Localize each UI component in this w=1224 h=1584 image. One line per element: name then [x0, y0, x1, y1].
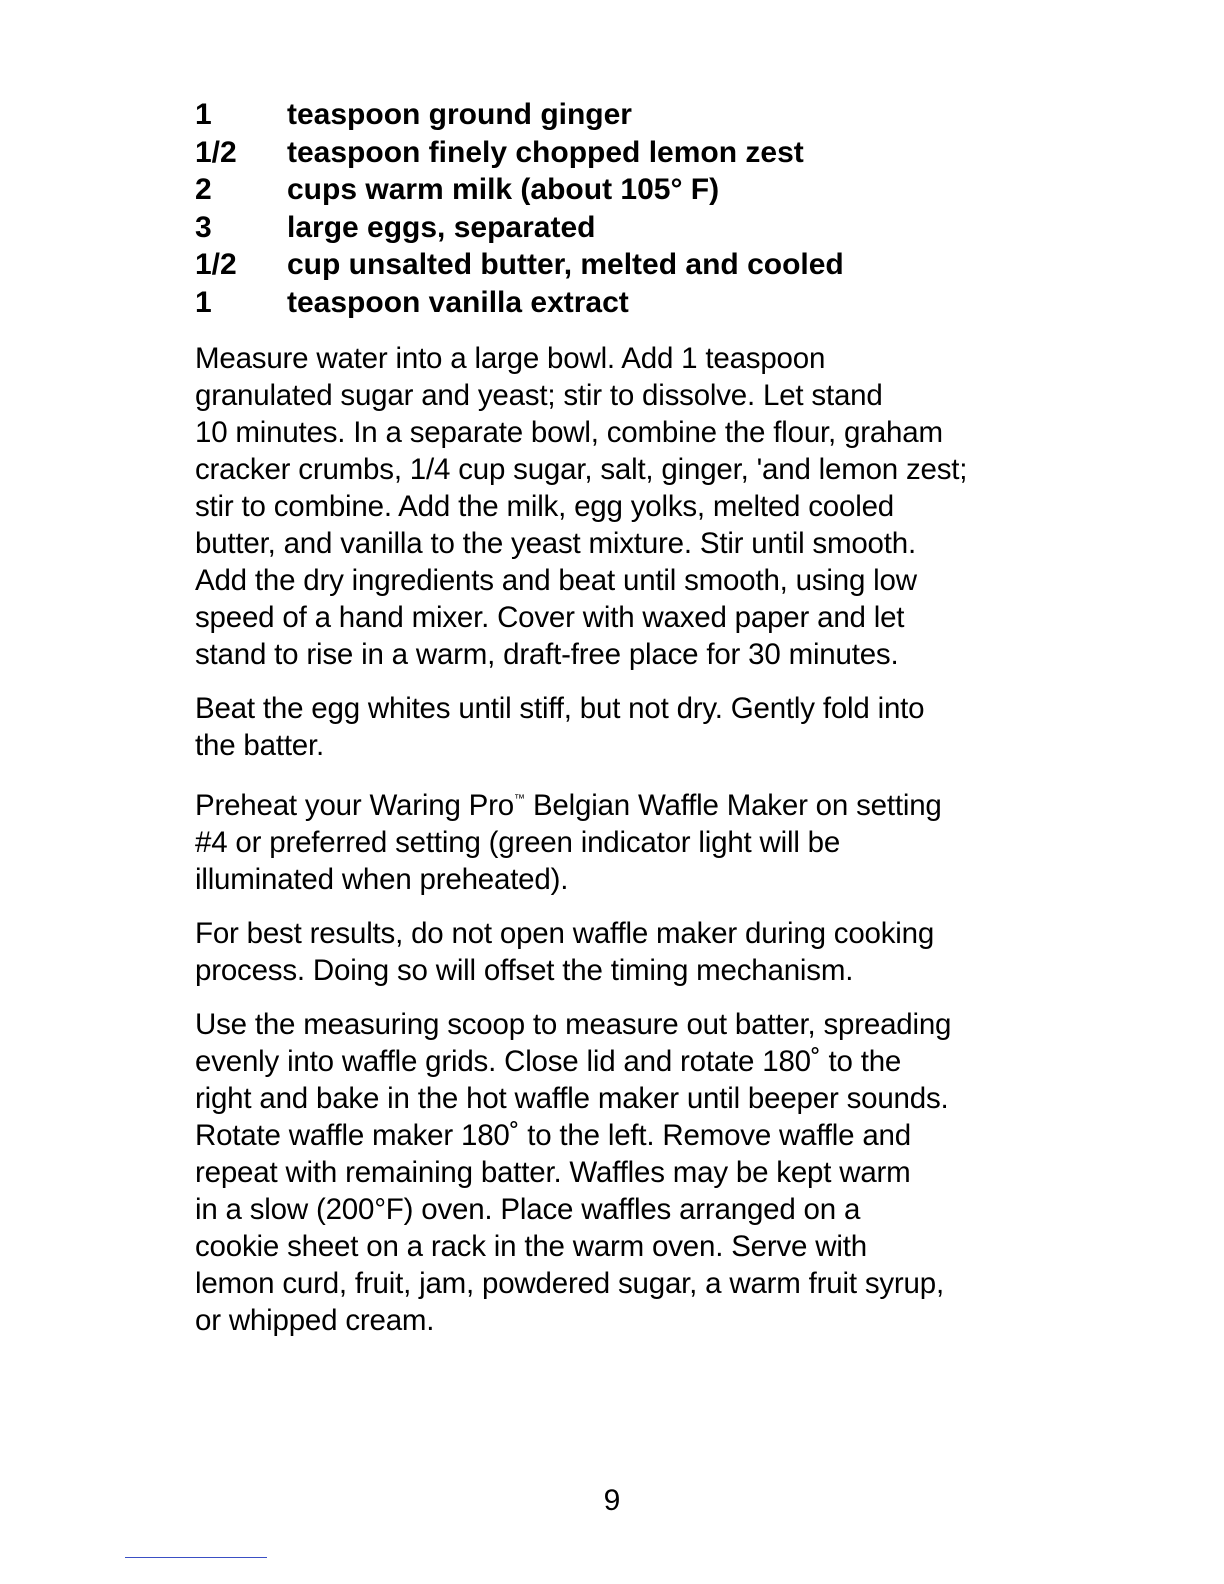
paragraph-line: For best results, do not open waffle maker during cooking: [195, 917, 935, 950]
paragraph-line: Beat the egg whites until stiff, but not dry. Gently fold into: [195, 692, 925, 725]
instructions-egg-whites-paragraph: [195, 690, 1055, 764]
ingredient-list: [195, 96, 1055, 321]
paragraph-line: Use the measuring scoop to measure out batter, spreading: [195, 1008, 952, 1041]
ingredient-row: [195, 96, 1055, 134]
paragraph-line: in a slow (200°F) oven. Place waffles arranged on a: [195, 1193, 861, 1226]
preheat-text-start: Preheat your Waring Pro: [195, 789, 514, 822]
paragraph-line: the batter.: [195, 729, 325, 762]
paragraph-line: stand to rise in a warm, draft-free place for 30 minutes.: [195, 638, 899, 671]
paragraph-line: granulated sugar and yeast; stir to dissolve. Let stand: [195, 379, 883, 412]
page-number: 9: [603, 1484, 621, 1517]
paragraph-line: cookie sheet on a rack in the warm oven. Serve with: [195, 1230, 867, 1263]
paragraph-line: or whipped cream.: [195, 1304, 435, 1337]
paragraph-line: stir to combine. Add the milk, egg yolks, melted cooled: [195, 490, 894, 523]
paragraph-line: Add the dry ingredients and beat until smooth, using low: [195, 564, 917, 597]
ingredient-description: cups warm milk (about 105° F): [287, 173, 720, 206]
ingredient-quantity: 2: [195, 173, 212, 206]
paragraph-line: butter, and vanilla to the yeast mixture. Stir until smooth.: [195, 527, 916, 560]
ingredient-quantity: 1: [195, 98, 212, 131]
ingredient-quantity: 1/2: [195, 248, 237, 281]
ingredient-row: [195, 209, 1055, 247]
paragraph-line: Rotate waffle maker 180˚ to the left. Remove waffle and: [195, 1119, 911, 1152]
ingredient-description: teaspoon vanilla extract: [287, 285, 629, 319]
preheat-text-end: Belgian Waffle Maker on setting: [524, 789, 942, 822]
ingredient-row: [195, 171, 1055, 209]
ingredient-row: [195, 134, 1055, 172]
ingredient-description: cup unsalted butter, melted and cooled: [287, 248, 844, 281]
paragraph-line: illuminated when preheated).: [195, 863, 569, 896]
bottom-divider: [125, 1557, 267, 1558]
instructions-baking-paragraph: [195, 1006, 1055, 1339]
paragraph-line: speed of a hand mixer. Cover with waxed paper and let: [195, 601, 905, 634]
ingredient-quantity: 3: [195, 210, 212, 244]
ingredient-row: [195, 246, 1055, 284]
paragraph-line: process. Doing so will offset the timing mechanism.: [195, 954, 854, 987]
instructions-best-results-paragraph: [195, 915, 1055, 989]
ingredient-description: teaspoon finely chopped lemon zest: [287, 135, 804, 169]
ingredient-row: [195, 284, 1055, 322]
ingredient-quantity: 1: [195, 285, 212, 319]
ingredient-quantity: 1/2: [195, 135, 237, 169]
paragraph-line: repeat with remaining batter. Waffles may be kept warm: [195, 1156, 911, 1189]
paragraph-line: Measure water into a large bowl. Add 1 teaspoon: [195, 342, 826, 375]
paragraph-line: right and bake in the hot waffle maker until beeper sounds.: [195, 1082, 949, 1115]
paragraph-line: 10 minutes. In a separate bowl, combine the flour, graham: [195, 416, 943, 449]
recipe-page: [195, 96, 1055, 1339]
ingredient-description: large eggs, separated: [287, 210, 596, 244]
instructions-mixing-paragraph: [195, 340, 1055, 673]
instructions-preheat-paragraph: [195, 781, 1055, 898]
paragraph-line: lemon curd, fruit, jam, powdered sugar, a warm fruit syrup,: [195, 1267, 944, 1300]
paragraph-line: cracker crumbs, 1/4 cup sugar, salt, ginger, 'and lemon zest;: [195, 453, 968, 486]
paragraph-line: #4 or preferred setting (green indicator light will be: [195, 826, 841, 859]
paragraph-line: [195, 781, 1055, 824]
paragraph-line: evenly into waffle grids. Close lid and rotate 180˚ to the: [195, 1045, 902, 1078]
ingredient-description: teaspoon ground ginger: [287, 98, 632, 131]
trademark-symbol: ™: [513, 793, 525, 805]
